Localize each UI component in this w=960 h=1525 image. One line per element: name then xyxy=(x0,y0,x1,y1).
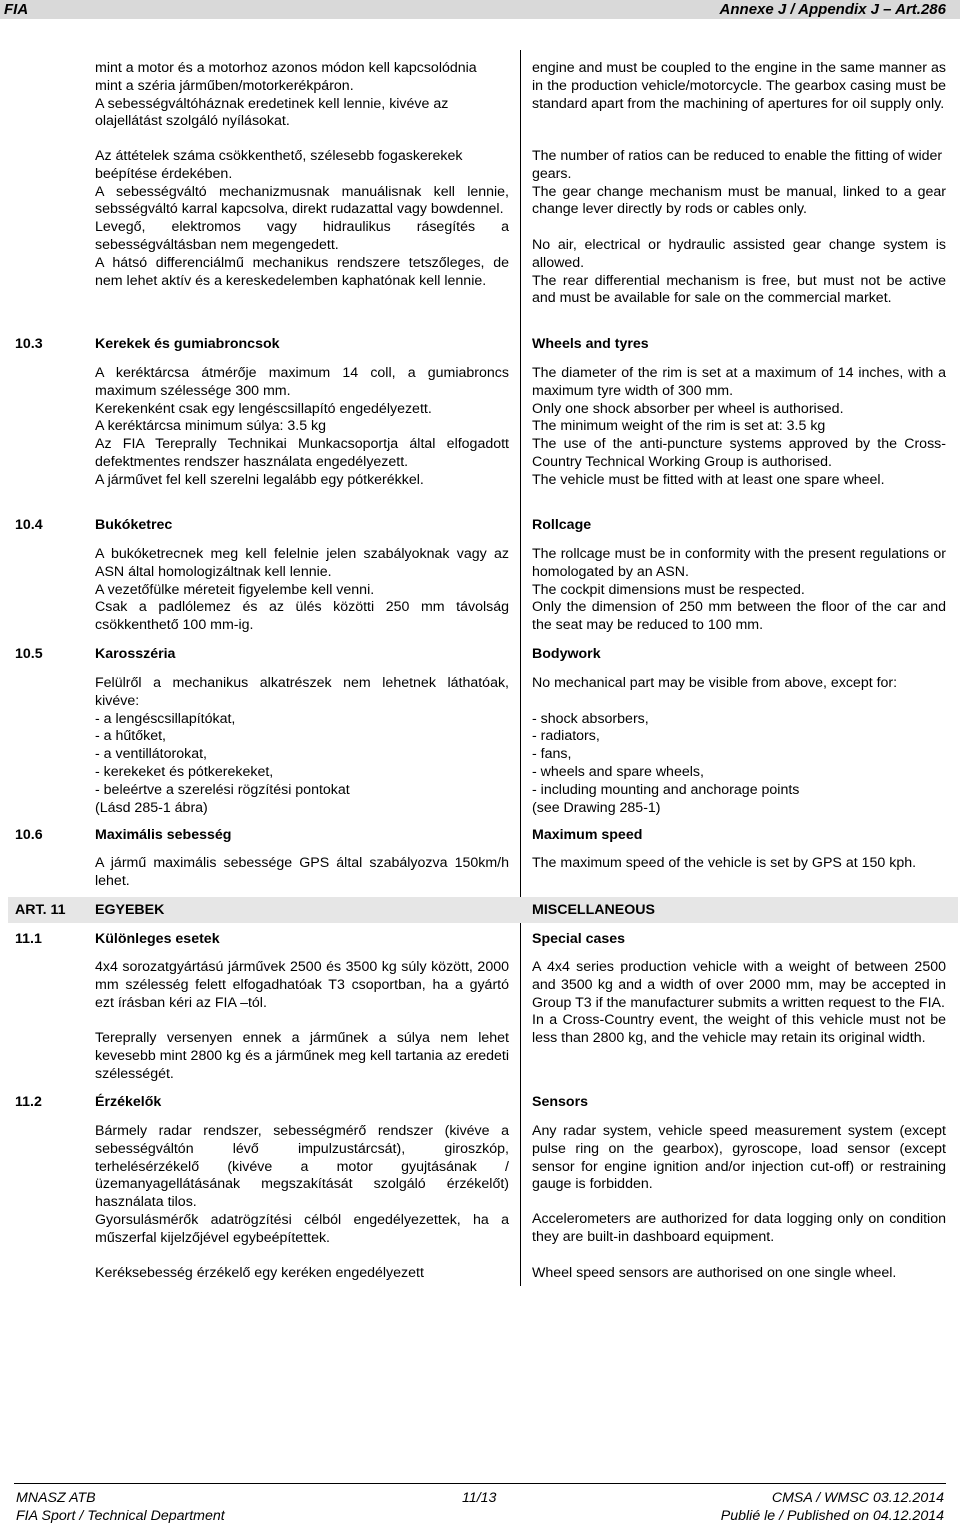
text-para: In a Cross-Country event, the weight of this vehicle must not be less than 2800 kg, and the vehicle may retain its original width. xyxy=(532,1012,946,1047)
text-para: A keréktárcsa átmérője maximum 14 coll, a gumiabroncs maximum szélessége 300 mm. xyxy=(95,365,509,399)
en-top-paragraph-2 xyxy=(532,148,946,308)
list-item: - a lengéscsillapítókat, xyxy=(95,710,236,727)
text-para: The vehicle must be fitted with at least one spare wheel. xyxy=(532,471,885,488)
footer-rule xyxy=(14,1483,946,1484)
en-section-11-2-c: Wheel speed sensors are authorised on one single wheel. xyxy=(532,1265,897,1281)
en-section-10-6-body: The maximum speed of the vehicle is set by GPS at 150 kph. xyxy=(532,855,917,871)
section-title-hu: Bukóketrec xyxy=(95,517,173,533)
footer-right-1: CMSA / WMSC 03.12.2014 xyxy=(771,1490,944,1506)
list-item: - radiators, xyxy=(532,728,600,745)
text-para: The cockpit dimensions must be respected. xyxy=(532,581,805,598)
section-number: 10.5 xyxy=(15,646,43,662)
section-number: 10.4 xyxy=(15,517,43,533)
section-title-en: Sensors xyxy=(532,1094,588,1110)
list-item: (Lásd 285-1 ábra) xyxy=(95,799,208,816)
hu-section-11-2-body xyxy=(95,1123,509,1248)
article-title-hu: EGYEBEK xyxy=(95,902,165,918)
section-title-hu: Maximális sebesség xyxy=(95,827,232,843)
list-item: - a ventillátorokat, xyxy=(95,746,207,763)
text-para: Bármely radar rendszer, sebességmérő rendszer (kivéve a sebességváltón lévő impulzustárcsát), giroszkóp, terhelésérzékelő (kivéve a motor gyujtásának / üzemanyagellátásának megszakítását szolgáló érzékelőt) használata tilos. xyxy=(95,1123,509,1211)
hu-section-10-5-body xyxy=(95,675,509,817)
text-para: Levegő, elektromos vagy hidraulikus rásegítés a sebességváltásban nem megengedett. xyxy=(95,219,509,253)
footer-left-2: FIA Sport / Technical Department xyxy=(16,1508,225,1524)
text-para: Csak a padlólemez és az ülés közötti 250 mm távolság csökkenthető 100 mm-ig. xyxy=(95,599,509,634)
list-item: - wheels and spare wheels, xyxy=(532,763,704,780)
en-section-11-1-body xyxy=(532,959,946,1048)
text-para: A sebességváltó mechanizmusnak manuálisnak kell lennie, sebsségváltó karral kapcsolva, direkt rudazattal vagy bowdennel. xyxy=(95,183,509,218)
text-para: A járművet fel kell szerelni legalább egy pótkerékkel. xyxy=(95,471,424,488)
list-item: (see Drawing 285-1) xyxy=(532,799,661,816)
list-item: - fans, xyxy=(532,746,572,763)
text-para: Only one shock absorber per wheel is authorised. xyxy=(532,400,844,417)
text-para: Felülről a mechanikus alkatrészek nem lehetnek láthatóak, kivéve: xyxy=(95,675,509,709)
hu-section-11-2-c: Keréksebesség érzékelő egy keréken engedélyezett xyxy=(95,1265,424,1281)
en-top-paragraph-1: engine and must be coupled to the engine in the same manner as in the production vehicle/motorcycle. The gearbox casing must be standard apart from the machining of apertures for oil supply only. xyxy=(532,60,946,112)
text-para: Only the dimension of 250 mm between the floor of the car and the seat may be reduced to 100 mm. xyxy=(532,599,946,634)
hu-section-10-6-body: A jármű maximális sebessége GPS által szabályozva 150km/h lehet. xyxy=(95,855,509,889)
section-title-hu: Karosszéria xyxy=(95,646,176,662)
text-para: No air, electrical or hydraulic assisted gear change system is allowed. xyxy=(532,236,946,271)
text-para: The gear change mechanism must be manual, linked to a gear change lever directly by rods or cables only. xyxy=(532,183,946,218)
text-para: Az FIA Tereprally Technikai Munkacsoportja által elfogadott defektmentes rendszer használata engedélyezett. xyxy=(95,436,509,470)
section-number: 10.3 xyxy=(15,336,43,352)
en-section-11-2-a: Any radar system, vehicle speed measurement system (except pulse ring on the gearbox), gyroscope, load sensor (except sensor for engine ignition and/or injection cut-off) or restraining gauge is forbidden. xyxy=(532,1123,946,1193)
list-item: - beleértve a szerelési rögzítési pontokat xyxy=(95,781,350,798)
list-item: - kerekeket és pótkerekeket, xyxy=(95,763,274,780)
text-line: A sebességváltóháznak eredetinek kell lennie, kivéve az xyxy=(95,95,449,112)
column-divider xyxy=(520,50,521,1286)
hu-section-11-1-a: 4x4 sorozatgyártású járművek 2500 és 3500 kg súly között, 2000 mm szélesség felett elfogadhatóak T3 csoportban, ha a gyártó ezt írásban kéri az FIA –tól. xyxy=(95,959,509,1011)
text-line: mint a motor és a motorhoz azonos módon kell kapcsolódnia xyxy=(95,60,477,76)
text-para: The use of the anti-puncture systems approved by the Cross-Country Technical Working Group is authorised. xyxy=(532,436,946,470)
hu-section-11-1-b: Tereprally versenyen ennek a járműnek a súlya nem lehet kevesebb mint 2800 kg és a járműnek meg kell tartania az eredeti szélességét. xyxy=(95,1030,509,1082)
en-section-11-2-b: Accelerometers are authorized for data logging only on condition they are built-in dashboard equipment. xyxy=(532,1211,946,1245)
text-para: A keréktárcsa minimum súlya: 3.5 kg xyxy=(95,418,327,435)
hu-top-paragraph-1 xyxy=(95,60,509,131)
text-para: The number of ratios can be reduced to enable the fitting of wider gears. xyxy=(532,148,943,182)
footer-left-1: MNASZ ATB xyxy=(16,1490,96,1506)
article-title-en: MISCELLANEOUS xyxy=(532,902,655,918)
header-right: Annexe J / Appendix J – Art.286 xyxy=(719,1,946,18)
text-para: A hátsó differenciálmű mechanikus rendszere tetszőleges, de nem lehet aktív és a kereskedelemben kaphatónak kell lennie. xyxy=(95,254,509,289)
text-para: A bukóketrecnek meg kell felelnie jelen szabályoknak vagy az ASN által homologizáltnak kell lennie. xyxy=(95,546,509,580)
footer-right-2: Publié le / Published on 04.12.2014 xyxy=(720,1508,944,1524)
section-title-en: Rollcage xyxy=(532,517,592,533)
en-section-10-4-body xyxy=(532,546,946,635)
hu-section-10-4-body xyxy=(95,546,509,635)
text-para: Az áttételek száma csökkenthető, szélesebb fogaskerekek beépítése érdekében. xyxy=(95,148,463,182)
article-number: ART. 11 xyxy=(15,902,66,918)
text-para: A vezetőfülke méreteit figyelembe kell venni. xyxy=(95,581,375,598)
text-para: No mechanical part may be visible from above, except for: xyxy=(532,675,898,691)
list-item: - a hűtőket, xyxy=(95,728,166,745)
section-title-en: Bodywork xyxy=(532,646,601,662)
footer-page-number: 11/13 xyxy=(462,1490,497,1506)
en-section-10-5-body xyxy=(532,675,946,817)
text-line: mint a széria járműben/motorkerékpáron. xyxy=(95,77,354,94)
text-para: The rear differential mechanism is free, but must not be active and must be available for sale on the commercial market. xyxy=(532,272,946,307)
section-title-hu: Érzékelők xyxy=(95,1094,162,1110)
en-section-10-3-body xyxy=(532,365,946,490)
list-item: - including mounting and anchorage points xyxy=(532,781,800,798)
text-para: The diameter of the rim is set at a maximum of 14 inches, with a maximum tyre width of 300 mm. xyxy=(532,365,946,399)
section-number: 10.6 xyxy=(15,827,43,843)
text-para: Kerekenként csak egy lengéscsillapító engedélyezett. xyxy=(95,400,432,417)
section-number: 11.2 xyxy=(15,1094,42,1110)
section-title-hu: Kerekek és gumiabroncsok xyxy=(95,336,280,352)
text-para: Gyorsulásmérők adatrögzítési célból engedélyezettek, ha a műszerfal kijelzőjével egybeépítettek. xyxy=(95,1211,509,1246)
text-para: A 4x4 series production vehicle with a weight of between 2500 and 3500 kg and a width of over 2000 mm, may be accepted in Group T3 if the manufacturer submits a written request to the FIA. xyxy=(532,959,946,1011)
hu-top-paragraph-2 xyxy=(95,148,509,290)
section-title-en: Maximum speed xyxy=(532,827,643,843)
text-line: olajellátást szolgáló nyílásokat. xyxy=(95,113,290,130)
list-item: - shock absorbers, xyxy=(532,710,649,727)
hu-section-10-3-body xyxy=(95,365,509,490)
page-header xyxy=(0,0,960,19)
text-para: The rollcage must be in conformity with the present regulations or homologated by an ASN. xyxy=(532,546,946,580)
header-left: FIA xyxy=(4,1,29,18)
section-title-en: Wheels and tyres xyxy=(532,336,649,352)
section-number: 11.1 xyxy=(15,931,42,947)
text-para: The minimum weight of the rim is set at: 3.5 kg xyxy=(532,418,826,435)
section-title-hu: Különleges esetek xyxy=(95,931,220,947)
section-title-en: Special cases xyxy=(532,931,626,947)
